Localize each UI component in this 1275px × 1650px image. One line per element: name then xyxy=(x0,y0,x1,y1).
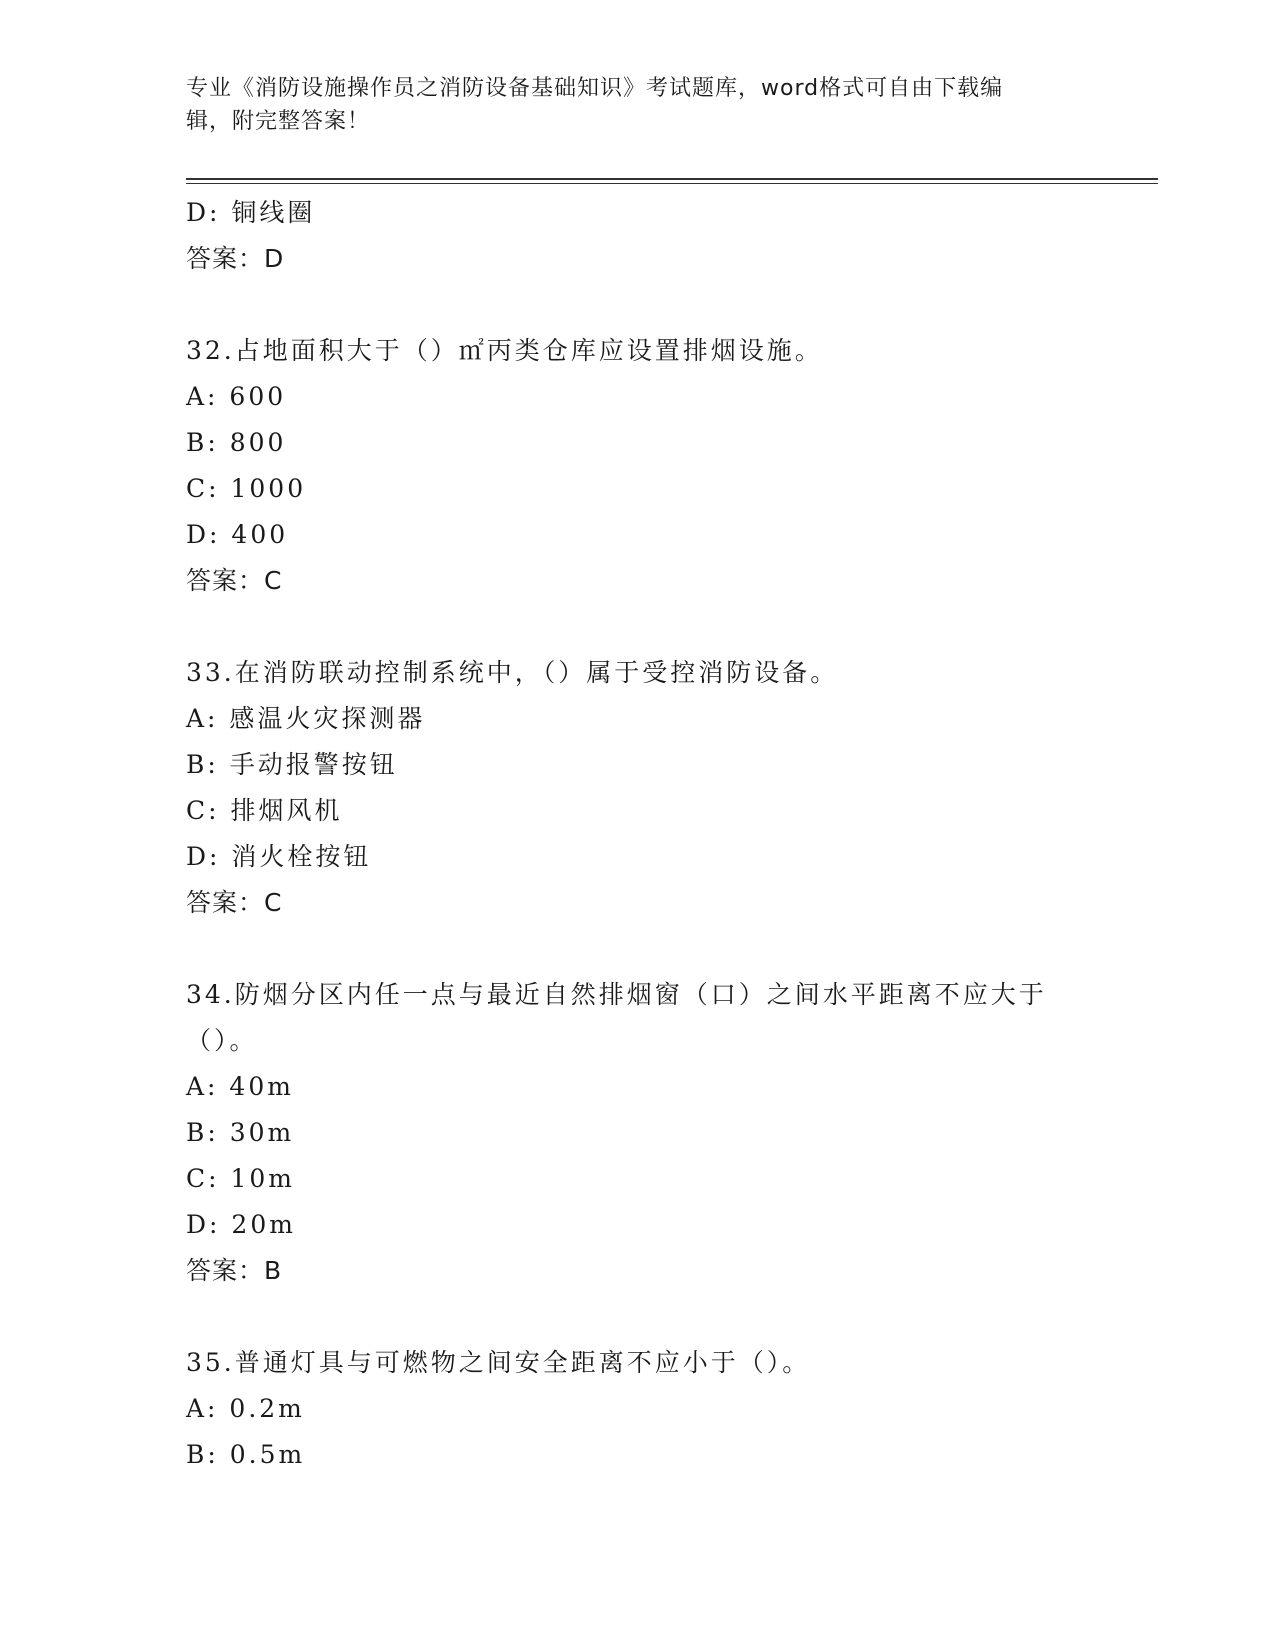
option-a: A: 40m xyxy=(186,1072,294,1101)
question-33 xyxy=(186,650,1116,926)
header-line-1: 专业《消防设施操作员之消防设备基础知识》考试题库，word格式可自由下载编 xyxy=(186,76,1004,101)
answer: 答案：C xyxy=(186,566,283,595)
question-stem: 34.防烟分区内任一点与最近自然排烟窗（口）之间水平距离不应大于 xyxy=(186,980,1047,1009)
answer: 答案：C xyxy=(186,888,283,917)
question-stem: 32.占地面积大于（）㎡丙类仓库应设置排烟设施。 xyxy=(186,336,823,365)
option-a: A: 0.2m xyxy=(186,1394,305,1423)
option-c: C: 1000 xyxy=(186,474,307,503)
question-list xyxy=(186,190,1116,1478)
answer: 答案：B xyxy=(186,1256,283,1285)
option-d: D: 20m xyxy=(186,1210,296,1239)
option-d: D: 400 xyxy=(186,520,289,549)
option-b: B: 800 xyxy=(186,428,287,457)
header-rule-thick xyxy=(186,178,1158,180)
option-c: C: 10m xyxy=(186,1164,296,1193)
question-stem: 33.在消防联动控制系统中，（）属于受控消防设备。 xyxy=(186,658,839,687)
option-b: B: 手动报警按钮 xyxy=(186,750,398,779)
header-rule-thin xyxy=(186,183,1158,184)
option-b: B: 0.5m xyxy=(186,1440,306,1469)
question-35 xyxy=(186,1340,1116,1478)
question-34 xyxy=(186,972,1116,1294)
question-stem: 35.普通灯具与可燃物之间安全距离不应小于（）。 xyxy=(186,1348,811,1377)
option-a: A: 600 xyxy=(186,382,287,411)
option-b: B: 30m xyxy=(186,1118,295,1147)
header-line-2: 辑，附完整答案！ xyxy=(186,109,371,134)
question-31-continuation xyxy=(186,190,1116,282)
question-32 xyxy=(186,328,1116,604)
document-header xyxy=(186,72,1086,138)
option-d: D: 消火栓按钮 xyxy=(186,842,372,871)
question-stem-continued: （）。 xyxy=(186,1026,258,1055)
answer: 答案：D xyxy=(186,244,285,273)
option-a: A: 感温火灾探测器 xyxy=(186,704,426,733)
option-c: C: 排烟风机 xyxy=(186,796,343,825)
option-d: D: 铜线圈 xyxy=(186,198,316,227)
